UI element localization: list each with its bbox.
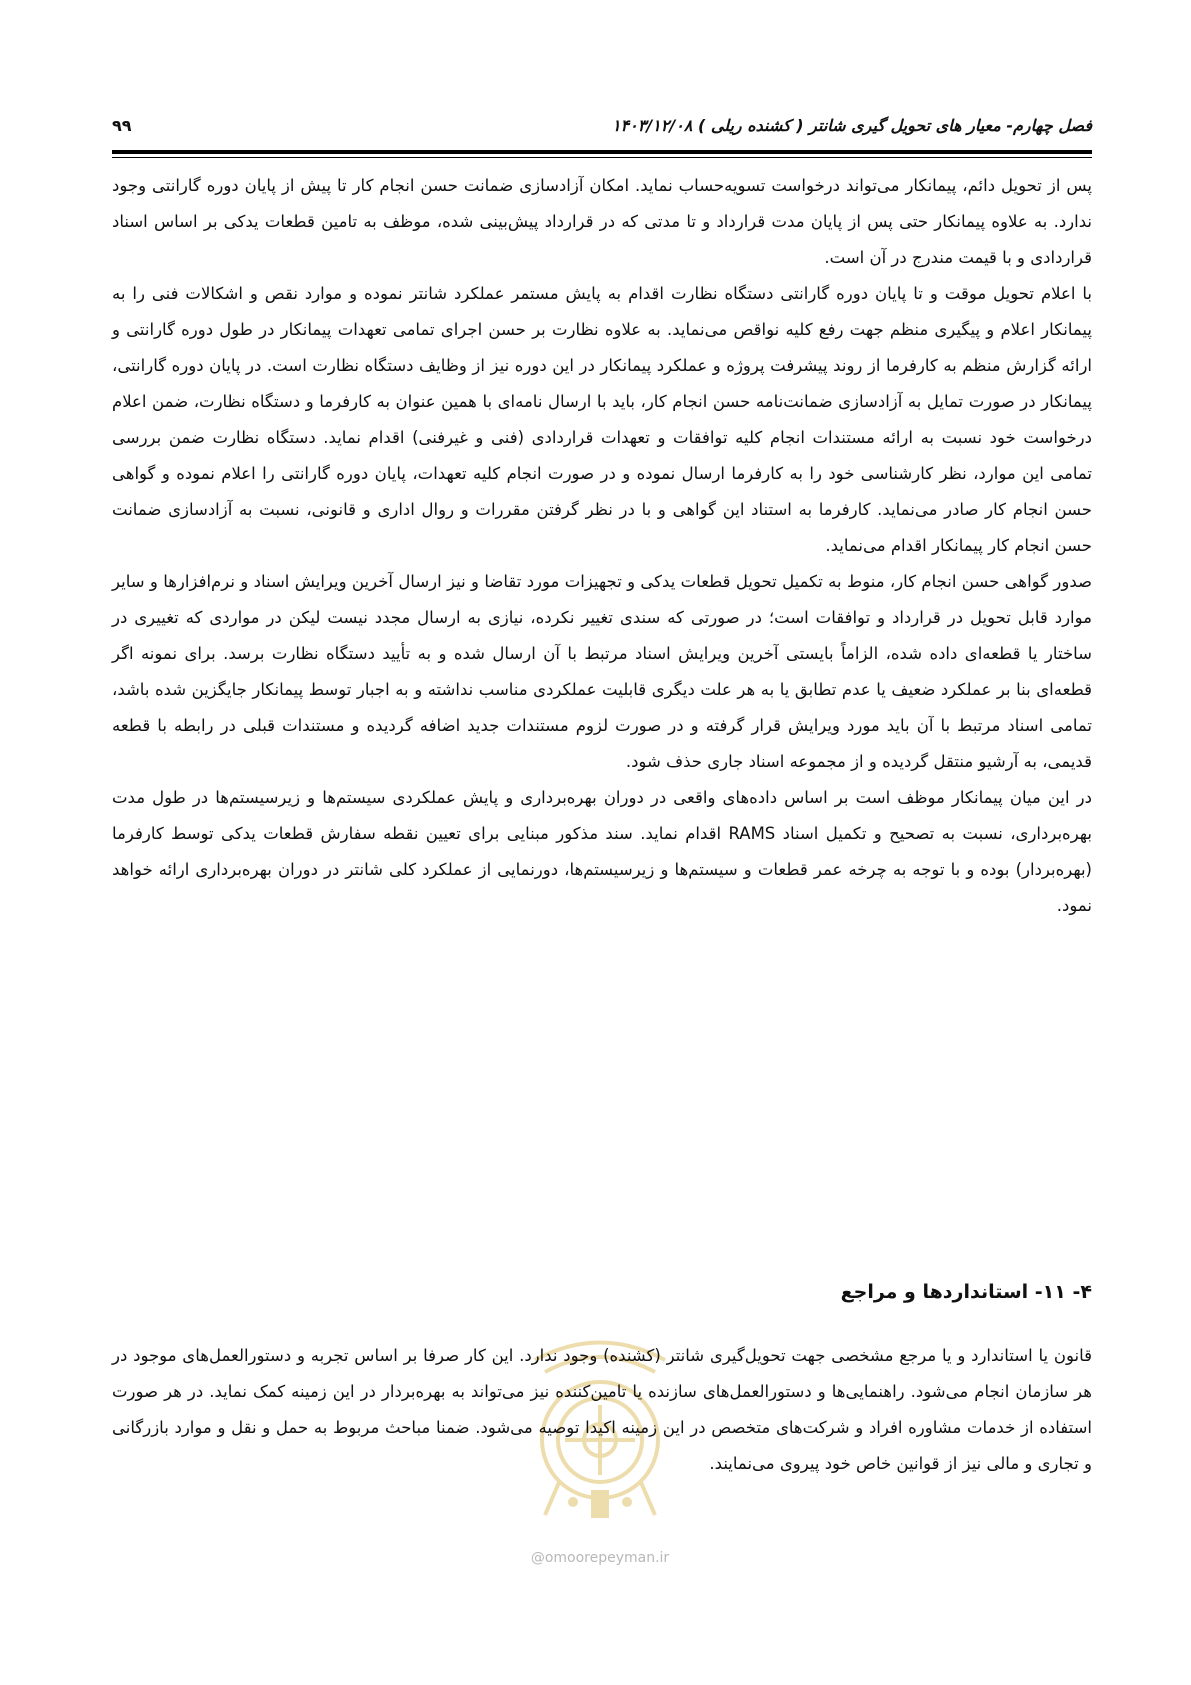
header-rule-thick [112,150,1092,154]
paragraph: صدور گواهی حسن انجام کار، منوط به تکمیل تحویل قطعات یدکی و تجهیزات مورد تقاضا و نیز ارسال آخرین ویرایش اسناد و نرم‌افزارها و سایر موارد قابل تحویل در قرارداد و توافقات است؛ در صورتی که سندی تغییر نکرده، نیازی به ارسال مجدد نیست لیکن در مواردی که تغییری در ساختار یا قطعه‌ای داده شده، الزاماً بایستی آخرین ویرایش اسناد مرتبط با آن ارسال شده و به تأیید دستگاه نظارت برسد. برای نمونه اگر قطعه‌ای بنا بر عملکرد ضعیف یا عدم تطابق یا به هر علت دیگری قابلیت عملکردی مناسب نداشته و به اجبار توسط پیمانکار جایگزین شده باشد، تمامی اسناد مرتبط با آن باید مورد ویرایش قرار گرفته و در صورت لزوم مستندات جدید اضافه گردیده و مستندات قبلی در رابطه با قطعه قدیمی، به آرشیو منتقل گردیده و از مجموعه اسناد جاری حذف شود. [112,572,1092,771]
section-paragraph: قانون یا استاندارد و یا مرجع مشخصی جهت تحویل‌گیری شانتر (کشنده) وجود ندارد. این کار صرفا بر اساس تجربه و دستورالعمل‌های موجود در هر سازمان انجام می‌شود. راهنمایی‌ها و دستورالعمل‌های سازنده یا تامین‌کننده نیز می‌تواند به بهره‌بردار در این زمینه کمک نماید. در هر صورت استفاده از خدمات مشاوره افراد و شرکت‌های متخصص در این زمینه اکیدا توصیه می‌شود. ضمنا مباحث مربوط به حمل و نقل و موارد بازرگانی و تجاری و مالی نیز از قوانین خاص خود پیروی می‌نمایند. [112,1346,1092,1473]
body-text [112,168,1092,924]
paragraph: در این میان پیمانکار موظف است بر اساس داده‌های واقعی در دوران بهره‌برداری و پایش عملکردی سیستم‌ها و زیرسیستم‌ها در طول مدت بهره‌برداری، نسبت به تصحیح و تکمیل اسناد RAMS اقدام نماید. سند مذکور مبنایی برای تعیین نقطه سفارش قطعات یدکی توسط کارفرما (بهره‌بردار) بوده و با توجه به چرخه عمر قطعات و سیستم‌ها و زیرسیستم‌ها، دورنمایی از عملکرد کلی شانتر در دوران بهره‌برداری ارائه خواهد نمود. [112,788,1092,915]
header-rule-thin [112,157,1092,158]
chapter-title: فصل چهارم- معیار های تحویل گیری شانتر ( کشنده ریلی ) ۱۴۰۳/۱۲/۰۸ [611,116,1092,135]
section-heading: ۴- ۱۱- استانداردها و مراجع [840,1281,1092,1303]
paragraph: با اعلام تحویل موقت و تا پایان دوره گارانتی دستگاه نظارت اقدام به پایش مستمر عملکرد شانتر نموده و موارد نقص و اشکالات فنی را به پیمانکار اعلام و پیگیری منظم جهت رفع کلیه نواقص می‌نماید. به علاوه نظارت بر حسن اجرای تمامی تعهدات پیمانکار در طول دوره گارانتی و ارائه گزارش منظم به کارفرما از روند پیشرفت پروژه و عملکرد پیمانکار در این دوره نیز از وظایف دستگاه نظارت است. در پایان دوره گارانتی، پیمانکار در صورت تمایل به آزادسازی ضمانت‌نامه حسن انجام کار، باید با ارسال نامه‌ای با همین عنوان به کارفرما و دستگاه نظارت، ضمن اعلام درخواست خود نسبت به ارائه مستندات انجام کلیه توافقات و تعهدات قراردادی (فنی و غیرفنی) اقدام نماید. دستگاه نظارت ضمن بررسی تمامی این موارد، نظر کارشناسی خود را به کارفرما ارسال نموده و در صورت انجام کلیه تعهدات، پایان دوره گارانتی را اعلام نموده و گواهی حسن انجام کار صادر می‌نماید. کارفرما به استناد این گواهی و با در نظر گرفتن مقررات و روال اداری و قانونی، نسبت به آزادسازی ضمانت حسن انجام کار پیمانکار اقدام می‌نماید. [112,284,1092,555]
page-number: ۹۹ [112,116,132,135]
watermark-url: @omoorepeyman.ir [530,1550,670,1566]
paragraph: پس از تحویل دائم، پیمانکار می‌تواند درخواست تسویه‌حساب نماید. امکان آزادسازی ضمانت حسن انجام کار تا پیش از پایان دوره گارانتی وجود ندارد. به علاوه پیمانکار حتی پس از پایان مدت قرارداد و تا مدتی که در قرارداد پیش‌بینی شده، موظف به تامین قطعات یدکی بر اساس اسناد قراردادی و با قیمت مندرج در آن است. [112,176,1092,267]
page-header [112,116,1092,146]
